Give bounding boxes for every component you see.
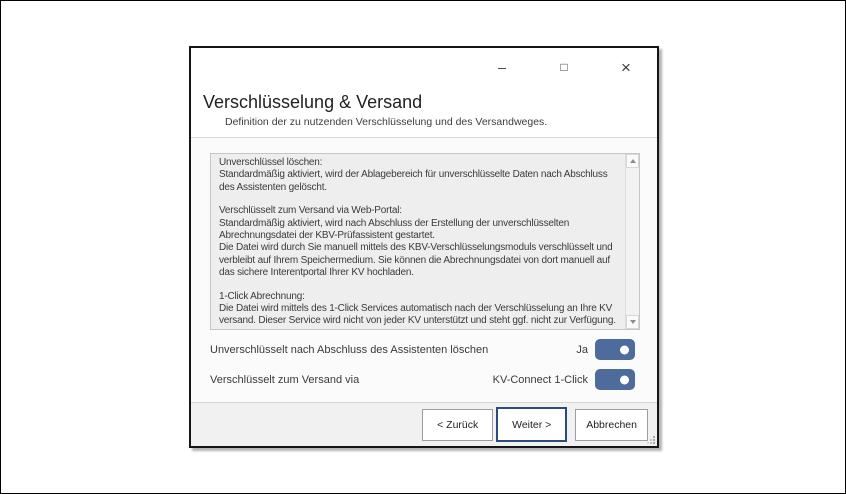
info-paragraph [219,291,620,328]
wizard-dialog [189,46,659,448]
titlebar [191,48,657,86]
info-paragraph [219,205,620,279]
resize-grip-icon[interactable] [646,435,655,444]
close-icon: × [621,57,631,77]
info-paragraph-body: Die Datei wird mittels des 1-Click Services automatisch nach der Verschlüsselung an Ihre KV versand. Dieser Service wird nicht von jeder KV unterstützt und steht ggf. nicht zur Verfügung. [219,303,616,327]
arrow-up-icon [630,159,636,163]
cancel-button[interactable]: Abbrechen [575,409,648,441]
page-subtitle: Definition der zu nutzenden Verschlüsselung und des Versandweges. [225,116,548,128]
toggle-send-via[interactable] [595,369,635,390]
setting-label: Unverschlüsselt nach Abschluss des Assistenten löschen [210,343,489,356]
arrow-down-icon [630,320,636,324]
info-paragraph-heading: 1-Click Abrechnung: [219,290,305,302]
info-paragraph [219,157,620,194]
setting-row-send-via [210,369,635,390]
scrollbar[interactable] [625,154,639,329]
toggle-knob [620,345,629,354]
maximize-button[interactable] [533,48,595,86]
setting-value: Ja [576,343,588,356]
wizard-header [191,86,657,138]
scroll-up-button[interactable] [626,154,639,168]
setting-value: KV-Connect 1-Click [492,373,588,386]
close-button[interactable] [595,48,657,86]
setting-row-delete-unencrypted [210,339,635,360]
setting-label: Verschlüsselt zum Versand via [210,373,360,386]
scrollbar-track[interactable] [626,168,639,315]
back-button[interactable]: < Zurück [422,409,493,441]
info-paragraph-body: Die Datei wird durch Sie manuell mittels des KBV-Verschlüsselungsmoduls verschlüsselt und verbleibt auf Ihrem Speichermedium. Sie können die Abrechnungsdatei von dort manuell auf das sichere Interentportal Ihrer KV hochladen. [219,242,613,279]
info-paragraph-heading: Verschlüsselt zum Versand via Web-Portal: [219,205,402,217]
info-text [211,154,625,329]
wizard-content [191,138,657,402]
next-button[interactable]: Weiter > [496,407,567,442]
info-paragraph-heading: Unverschlüssel löschen: [219,157,323,168]
info-textbox [210,153,640,330]
page-title: Verschlüsselung & Versand [203,92,423,112]
scroll-down-button[interactable] [626,315,639,329]
info-paragraph-body: Standardmäßig aktiviert, wird nach Abschluss der Erstellung der unverschlüsselten Abrechnungsdatei der KBV-Prüfassistent gestartet. [219,217,570,242]
minimize-button[interactable] [471,48,533,86]
maximize-icon: □ [560,60,568,74]
wizard-footer [191,402,657,446]
minimize-icon: – [498,59,506,75]
info-paragraph-body: Standardmäßig aktiviert, wird der Ablagebereich für unverschlüsselte Daten nach Abschluss des Assistenten gelöscht. [219,169,608,193]
toggle-knob [620,375,629,384]
toggle-delete-unencrypted[interactable] [595,339,635,360]
